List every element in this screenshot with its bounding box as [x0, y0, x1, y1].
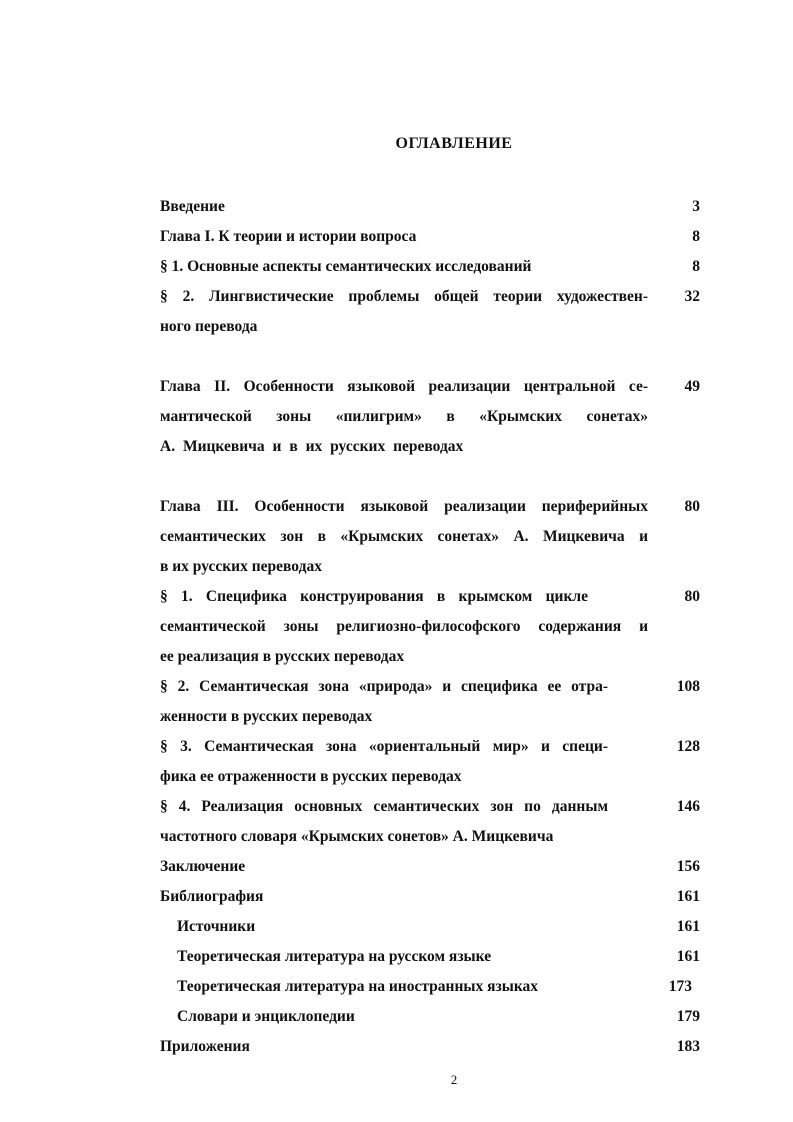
spacer — [160, 342, 700, 372]
toc-entry-chapter-1-section-2 — [160, 282, 700, 342]
toc-entry-text: в их русских переводах — [160, 558, 322, 575]
toc-page-number: 8 — [692, 258, 700, 275]
toc-entry-text: Глава III. Особенности языковой реализации периферийных — [160, 498, 648, 515]
toc-entry-text: § 2. Лингвистические проблемы общей теории художествен- — [160, 288, 648, 305]
toc-entry-text: Глава I. К теории и истории вопроса — [160, 228, 417, 245]
toc-entry-text: семантической зоны религиозно-философского содержания и — [160, 618, 648, 635]
toc-entry-text: женности в русских переводах — [160, 708, 373, 725]
toc-page-number: 183 — [676, 1038, 700, 1055]
toc-entry-text: Библиография — [160, 888, 264, 905]
toc-page-number: 128 — [676, 738, 700, 755]
toc-entry-appendices — [160, 1032, 700, 1062]
toc-page-number: 3 — [692, 198, 700, 215]
toc-entry-text: ее реализация в русских переводах — [160, 648, 405, 665]
toc-page-number: 156 — [676, 858, 700, 875]
toc-entry-chapter-1 — [160, 222, 700, 252]
toc-page-number: 108 — [676, 678, 700, 695]
toc-page-number: 161 — [676, 888, 700, 905]
toc-page-number: 146 — [676, 798, 700, 815]
toc-entry-text: Заключение — [160, 858, 246, 875]
toc-entry-text: мантической зоны «пилигрим» в «Крымских сонетах» — [160, 408, 648, 425]
toc-page-number: 179 — [676, 1008, 700, 1025]
toc-page-number: 161 — [676, 918, 700, 935]
toc-entry-chapter-3-section-3 — [160, 732, 700, 792]
toc-page-number: 80 — [684, 498, 700, 515]
page-title: ОГЛАВЛЕНИЕ — [395, 135, 513, 152]
toc-entry-chapter-2 — [160, 372, 700, 462]
toc-entry-dictionaries — [160, 1002, 700, 1032]
toc-page-number: 32 — [684, 288, 700, 305]
toc-entry-text: Теоретическая литература на русском языке — [177, 948, 492, 965]
toc-entry-theory-foreign — [160, 972, 700, 1002]
toc-entry-conclusion — [160, 852, 700, 882]
spacer — [160, 462, 700, 492]
toc-entry-text: Глава II. Особенности языковой реализации центральной се- — [160, 378, 648, 395]
toc-page-number: 49 — [684, 378, 700, 395]
toc-entry-text: § 4. Реализация основных семантических зон по данным — [160, 798, 608, 815]
toc-entry-chapter-3-section-2 — [160, 672, 700, 732]
toc-entry-text: § 1. Специфика конструирования в крымском цикле — [160, 588, 588, 605]
toc-entry-text: § 2. Семантическая зона «природа» и специфика ее отра- — [160, 678, 608, 695]
toc-entry-text: фика ее отраженности в русских переводах — [160, 768, 462, 785]
toc-entry-chapter-3 — [160, 492, 700, 582]
toc-entry-text: § 1. Основные аспекты семантических исследований — [160, 258, 532, 275]
toc-entry-text: Введение — [160, 198, 225, 215]
toc-entry-chapter-3-section-4 — [160, 792, 700, 852]
toc-page-number: 161 — [676, 948, 700, 965]
toc-entry-chapter-1-section-1 — [160, 252, 700, 282]
toc-entry-bibliography — [160, 882, 700, 912]
toc-entry-sources — [160, 912, 700, 942]
toc-entry-text: частотного словаря «Крымских сонетов» А. Мицкевича — [160, 828, 554, 845]
toc-entry-text: Источники — [177, 918, 256, 935]
page-number: 2 — [450, 1072, 458, 1087]
toc-page-number: 80 — [684, 588, 700, 605]
toc-entry-chapter-3-section-1 — [160, 582, 700, 672]
toc-entry-text: § 3. Семантическая зона «ориентальный мир» и специ- — [160, 738, 608, 755]
toc-entry-text: Приложения — [160, 1038, 250, 1055]
toc-entry-text: А. Мицкевича и в их русских переводах — [160, 438, 464, 455]
toc-entry-theory-russian — [160, 942, 700, 972]
toc-entry-text: Словари и энциклопедии — [177, 1008, 355, 1025]
toc-entry-text: Теоретическая литература на иностранных языках — [177, 978, 539, 995]
table-of-contents — [160, 192, 700, 1062]
toc-page-number: 8 — [692, 228, 700, 245]
toc-entry-text: ного перевода — [160, 318, 258, 335]
toc-entry-introduction — [160, 192, 700, 222]
toc-page-number: 173 — [668, 978, 692, 995]
toc-entry-text: семантических зон в «Крымских сонетах» А. Мицкевича и — [160, 528, 648, 545]
